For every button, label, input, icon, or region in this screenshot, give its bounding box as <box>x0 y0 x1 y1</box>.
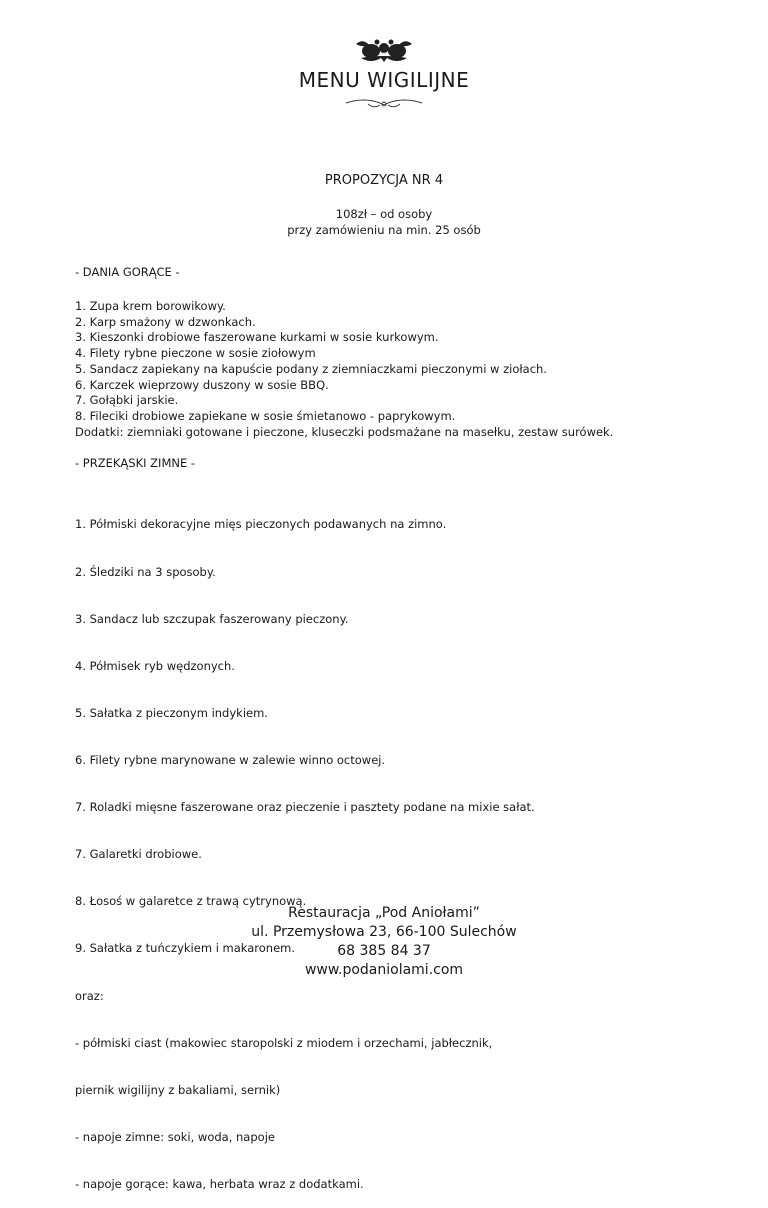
list-item: - napoje zimne: soki, woda, napoje <box>75 1129 275 1144</box>
menu-header <box>0 36 768 110</box>
angel-ornament-icon <box>351 36 417 66</box>
list-item: 8. Łosoś w galaretce z trawą cytrynową. <box>75 894 307 909</box>
list-item: 7. Roladki mięsne faszerowane oraz pieczenie i pasztety podane na mixie sałat. <box>75 800 535 815</box>
list-item: 1. Półmiski dekoracyjne mięs pieczonych podawanych na zimno. <box>75 517 447 532</box>
restaurant-name: Restauracja „Pod Aniołami” <box>288 905 480 921</box>
cold-appetizers-list <box>75 486 735 1208</box>
restaurant-website: www.podaniolami.com <box>304 962 464 978</box>
list-item: 3. Sandacz lub szczupak faszerowany pieczony. <box>75 611 349 626</box>
hot-dishes-heading: - DANIA GORĄCE - <box>75 265 180 279</box>
cold-appetizers-heading: - PRZEKĄSKI ZIMNE - <box>75 456 196 470</box>
list-item: 4. Półmisek ryb wędzonych. <box>75 658 235 673</box>
flourish-divider-icon <box>344 96 424 110</box>
list-item: 5. Sandacz zapiekany na kapuście podany z ziemniaczkami pieczonymi w ziołach. <box>75 361 547 376</box>
list-item: oraz: <box>75 988 104 1003</box>
restaurant-address: ul. Przemysłowa 23, 66-100 Sulechów <box>251 924 517 940</box>
list-item: piernik wigilijny z bakaliami, sernik) <box>75 1082 281 1097</box>
list-item: 9. Sałatka z tuńczykiem i makaronem. <box>75 941 296 956</box>
proposal-title: PROPOZYCJA NR 4 <box>324 173 444 188</box>
list-item: - półmiski ciast (makowiec staropolski z miodem i orzechami, jabłecznik, <box>75 1035 493 1050</box>
list-item: 2. Śledziki na 3 sposoby. <box>75 564 216 579</box>
list-item: 8. Fileciki drobiowe zapiekane w sosie śmietanowo - paprykowym. <box>75 408 456 423</box>
list-item: 7. Galaretki drobiowe. <box>75 847 202 862</box>
price-line: 108zł – od osoby <box>335 207 433 221</box>
price-info <box>0 206 768 238</box>
list-item: 3. Kieszonki drobiowe faszerowane kurkami w sosie kurkowym. <box>75 330 439 345</box>
minimum-guests-line: przy zamówieniu na min. 25 osób <box>287 223 481 237</box>
hot-dishes-list <box>75 299 735 440</box>
list-item: 6. Filety rybne marynowane w zalewie winno octowej. <box>75 752 386 767</box>
list-item: 1. Zupa krem borowikowy. <box>75 299 226 313</box>
list-item: - napoje gorące: kawa, herbata wraz z dodatkami. <box>75 1176 364 1191</box>
menu-title: MENU WIGILIJNE <box>298 68 470 92</box>
list-item: 2. Karp smażony w dzwonkach. <box>75 314 256 329</box>
list-item: 5. Sałatka z pieczonym indykiem. <box>75 705 268 720</box>
list-item: 4. Filety rybne pieczone w sosie ziołowym <box>75 346 316 361</box>
restaurant-phone: 68 385 84 37 <box>337 943 431 959</box>
list-item: Dodatki: ziemniaki gotowane i pieczone, kluseczki podsmażane na masełku, zestaw surówek. <box>75 424 614 439</box>
list-item: 7. Gołąbki jarskie. <box>75 393 179 408</box>
list-item: 6. Karczek wieprzowy duszony w sosie BBQ. <box>75 377 329 392</box>
restaurant-footer <box>0 904 768 980</box>
